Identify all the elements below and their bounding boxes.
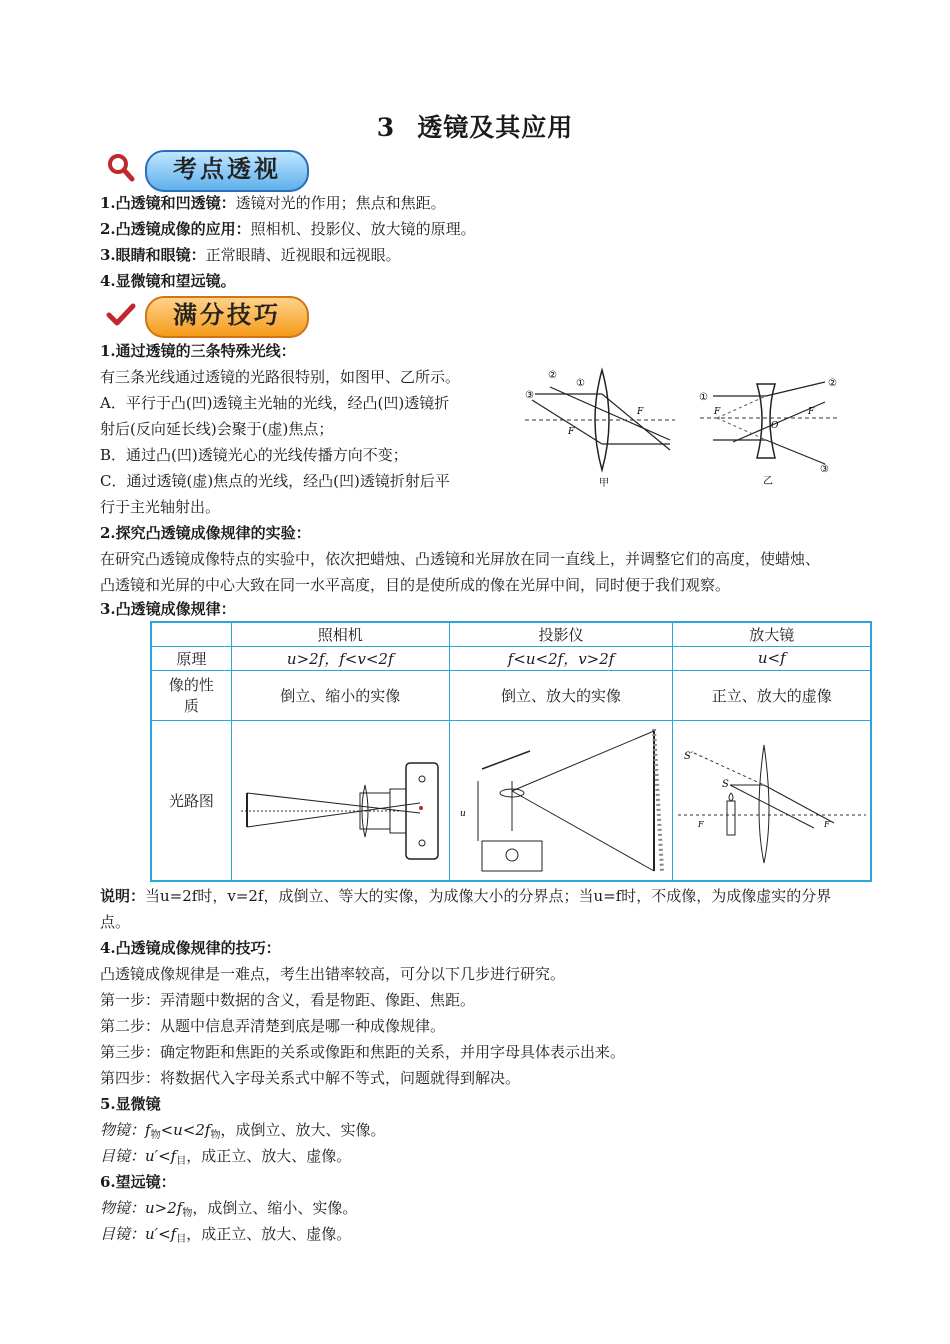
table-row	[151, 646, 871, 670]
kaodian-item-1: 1.凸透镜和凹透镜：透镜对光的作用；焦点和焦距。	[100, 194, 446, 212]
page-title: 3 透镜及其应用	[376, 113, 574, 142]
projector-diagram	[452, 721, 670, 876]
svg-text:F: F	[808, 407, 815, 417]
note-line: 说明：当u=2f时，v=2f，成倒立、等大的实像，为成像大小的分界点；当u=f时，不成像，为成像虚实的分界	[100, 887, 832, 905]
kaodian-banner: 考点透视	[145, 150, 309, 192]
svg-text:②: ②	[828, 378, 837, 389]
camera-diagram	[235, 723, 445, 873]
table-cell: 像的性 质	[151, 670, 231, 720]
svg-text:③: ③	[525, 390, 534, 401]
sec1-line: A．平行于凸(凹)透镜主光轴的光线，经凸(凹)透镜折	[100, 394, 450, 412]
sec1-line: 有三条光线通过透镜的光路很特别，如图甲、乙所示。	[100, 368, 461, 386]
sec2-heading: 2.探究凸透镜成像规律的实验：	[100, 524, 311, 542]
sec5-heading: 5.显微镜	[100, 1095, 161, 1113]
table-cell: 放大镜	[673, 622, 871, 646]
svg-text:③: ③	[820, 464, 829, 475]
table-row	[151, 720, 871, 881]
sec4-line: 凸透镜成像规律是一难点，考生出错率较高，可分以下几步进行研究。	[100, 965, 566, 983]
svg-text:甲: 甲	[599, 478, 609, 489]
sec5-wujing: 物镜：$f_物<u<2f_物$，成倒立、放大、实像。	[100, 1121, 386, 1141]
svg-text:O: O	[771, 421, 779, 431]
sec1-line: 射后(反向延长线)会聚于(虚)焦点；	[100, 420, 334, 438]
svg-text:S′: S′	[683, 751, 693, 763]
sec6-heading: 6.望远镜：	[100, 1173, 176, 1191]
svg-text:②: ②	[548, 370, 557, 381]
sec4-line: 第一步：弄清题中数据的含义，看是物距、像距、焦距。	[100, 991, 476, 1009]
manfen-banner: 满分技巧	[145, 296, 309, 338]
camera-diagram-cell	[231, 720, 449, 881]
checkmark-icon	[106, 300, 136, 330]
table-cell: 投影仪	[449, 622, 673, 646]
sec1-line: B．通过凸(凹)透镜光心的光线传播方向不变；	[100, 446, 408, 464]
svg-text:①: ①	[576, 378, 585, 389]
table-cell: 倒立、放大的实像	[449, 670, 673, 720]
imaging-rules-table	[150, 621, 872, 882]
magnifier-icon	[106, 152, 136, 184]
table-cell: 正立、放大的虚像	[673, 670, 871, 720]
table-cell: f<u<2f，v>2f	[449, 646, 673, 670]
sec4-heading: 4.凸透镜成像规律的技巧：	[100, 939, 281, 957]
sec1-line: 行于主光轴射出。	[100, 498, 221, 516]
note-line: 点。	[100, 913, 131, 931]
table-cell: u<f	[673, 646, 871, 670]
table-cell: 原理	[151, 646, 231, 670]
svg-text:F: F	[823, 820, 830, 830]
table-header-row	[151, 622, 871, 646]
kaodian-item-4: 4.显微镜和望远镜。	[100, 272, 236, 290]
sec4-line: 第四步：将数据代入字母关系式中解不等式，问题就得到解决。	[100, 1069, 521, 1087]
table-cell: u>2f，f<v<2f	[231, 646, 449, 670]
svg-text:u: u	[460, 808, 466, 819]
sec1-heading: 1.通过透镜的三条特殊光线：	[100, 342, 296, 360]
svg-text:乙: 乙	[763, 476, 773, 487]
sec3-heading: 3.凸透镜成像规律：	[100, 600, 236, 618]
svg-text:F: F	[568, 427, 575, 437]
magnifier-diagram-cell	[673, 720, 871, 881]
table-row	[151, 670, 871, 720]
svg-text:F: F	[714, 407, 721, 417]
sec4-line: 第二步：从题中信息弄清楚到底是哪一种成像规律。	[100, 1017, 446, 1035]
table-cell: 照相机	[231, 622, 449, 646]
sec6-wujing: 物镜：$u>2f_物$，成倒立、缩小、实像。	[100, 1199, 358, 1219]
sec5-mujing: 目镜：$u'<f_目$，成正立、放大、虚像。	[100, 1147, 352, 1167]
kaodian-item-3: 3.眼睛和眼镜：正常眼睛、近视眼和远视眼。	[100, 246, 401, 264]
convex-lens-figure	[520, 362, 680, 492]
sec2-line: 在研究凸透镜成像特点的实验中，依次把蜡烛、凸透镜和光屏放在同一直线上，并调整它们的高度，使蜡烛、	[100, 550, 821, 568]
table-cell	[151, 622, 231, 646]
svg-text:S: S	[721, 779, 729, 791]
svg-text:F: F	[697, 820, 704, 830]
svg-text:F: F	[637, 407, 644, 417]
sec4-line: 第三步：确定物距和焦距的关系或像距和焦距的关系，并用字母具体表示出来。	[100, 1043, 626, 1061]
concave-lens-figure	[695, 372, 845, 497]
projector-diagram-cell	[449, 720, 673, 881]
table-cell: 倒立、缩小的实像	[231, 670, 449, 720]
sec6-mujing: 目镜：$u'<f_目$，成正立、放大、虚像。	[100, 1225, 352, 1245]
kaodian-item-2: 2.凸透镜成像的应用：照相机、投影仪、放大镜的原理。	[100, 220, 476, 238]
sec2-line: 凸透镜和光屏的中心大致在同一水平高度，目的是使所成的像在光屏中间，同时便于我们观察。	[100, 576, 731, 594]
svg-text:①: ①	[699, 392, 708, 403]
table-cell: 光路图	[151, 720, 231, 881]
sec1-line: C．通过透镜(虚)焦点的光线，经凸(凹)透镜折射后平	[100, 472, 450, 490]
magnifier-diagram	[674, 723, 870, 873]
